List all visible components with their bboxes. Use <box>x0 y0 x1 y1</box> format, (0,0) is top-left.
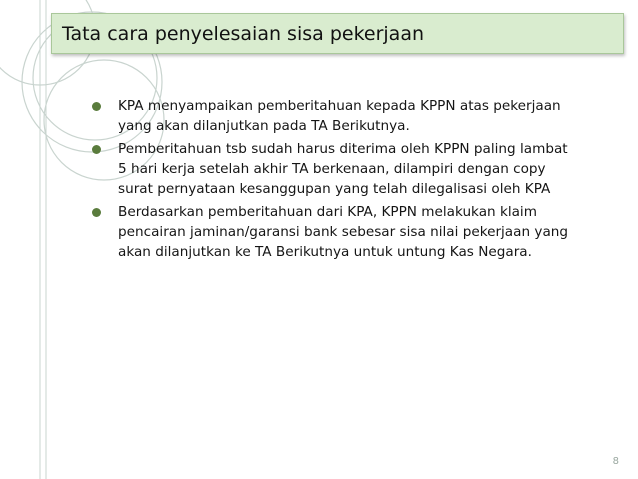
bullet-item <box>91 202 611 262</box>
bullet-line: Pemberitahuan tsb sudah harus diterima oleh KPPN paling lambat <box>118 141 568 157</box>
bullet-line: yang akan dilanjutkan pada TA Berikutnya. <box>118 118 410 134</box>
round-bullet-icon <box>92 102 101 111</box>
bullet-list <box>91 96 611 265</box>
round-bullet-icon <box>92 208 101 217</box>
bullet-line: pencairan jaminan/garansi bank sebesar sisa nilai pekerjaan yang <box>118 224 569 240</box>
page-number: 8 <box>612 456 619 467</box>
bullet-line: 5 hari kerja setelah akhir TA berkenaan, dilampiri dengan copy <box>118 161 546 177</box>
bullet-item <box>91 96 611 136</box>
bullet-line: KPA menyampaikan pemberitahuan kepada KPPN atas pekerjaan <box>118 98 561 114</box>
title-bar <box>51 13 624 54</box>
bullet-line: Berdasarkan pemberitahuan dari KPA, KPPN melakukan klaim <box>118 204 537 220</box>
bullet-line: akan dilanjutkan ke TA Berikutnya untuk untung Kas Negara. <box>118 244 532 260</box>
bullet-line: surat pernyataan kesanggupan yang telah dilegalisasi oleh KPA <box>118 181 551 197</box>
slide-title: Tata cara penyelesaian sisa pekerjaan <box>62 23 425 45</box>
bullet-item <box>91 139 611 199</box>
round-bullet-icon <box>92 145 101 154</box>
